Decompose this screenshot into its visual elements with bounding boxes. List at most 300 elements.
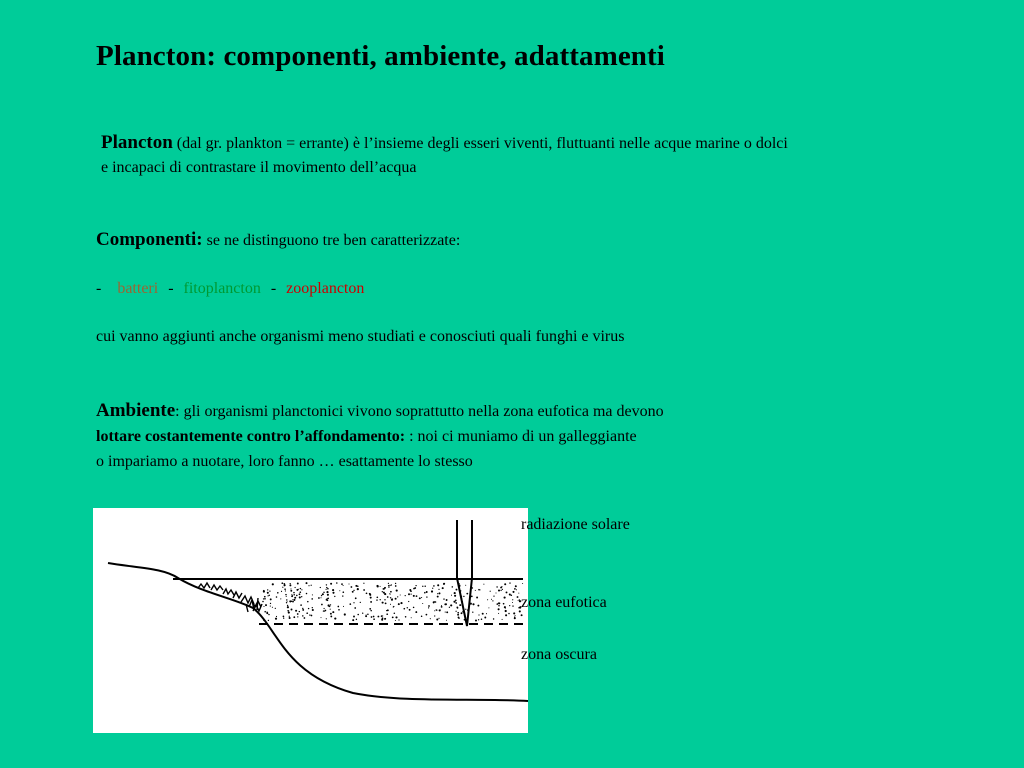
plankton-dot xyxy=(518,593,519,594)
plankton-dot xyxy=(390,594,391,595)
plankton-dot xyxy=(327,588,329,590)
plankton-dot xyxy=(312,594,313,595)
plankton-dot xyxy=(502,589,503,590)
plankton-dot xyxy=(456,589,458,591)
plankton-dot xyxy=(343,585,344,586)
environment-line-2 xyxy=(96,428,637,446)
plankton-dot xyxy=(380,586,381,587)
plankton-dot xyxy=(327,594,329,596)
plankton-dot xyxy=(284,588,286,590)
environment-line-3: o impariamo a nuotare, loro fanno … esattamente lo stesso xyxy=(96,453,473,470)
plankton-dot xyxy=(330,615,332,617)
plankton-dot xyxy=(380,599,381,600)
plankton-dot xyxy=(432,588,433,589)
plankton-dot xyxy=(455,599,457,601)
plankton-dot xyxy=(357,614,359,616)
plankton-dot xyxy=(454,592,456,594)
plankton-dot xyxy=(409,609,411,611)
plankton-dot xyxy=(300,604,302,606)
components-text: se ne distinguono tre ben caratterizzate: xyxy=(202,232,461,249)
plankton-dot xyxy=(496,586,497,587)
definition-text: (dal gr. plankton = errante) è l’insieme degli esseri viventi, fluttuanti nelle acque marine o dolci xyxy=(172,135,788,152)
plankton-dot xyxy=(518,600,519,601)
plankton-dot xyxy=(330,609,331,610)
definition-term: Plancton xyxy=(101,132,173,153)
plankton-dot xyxy=(370,610,372,612)
plankton-dot xyxy=(466,593,468,595)
plankton-dot xyxy=(272,607,273,608)
plankton-dot xyxy=(478,614,479,615)
plankton-dot xyxy=(426,596,427,597)
plankton-dot xyxy=(328,604,330,606)
plankton-dot xyxy=(517,596,519,598)
plankton-dot xyxy=(439,609,441,611)
plankton-dot xyxy=(434,615,435,616)
plankton-dot xyxy=(395,583,396,584)
plankton-dot xyxy=(295,610,297,612)
plankton-dot xyxy=(437,584,439,586)
plankton-dot xyxy=(291,594,292,595)
plankton-dot xyxy=(382,615,383,616)
plankton-dot xyxy=(292,601,294,603)
plankton-dot xyxy=(326,587,327,588)
plankton-dot xyxy=(409,589,411,591)
plankton-dot xyxy=(387,596,389,598)
plankton-dot xyxy=(356,619,357,620)
plankton-dot xyxy=(521,614,523,616)
plankton-dot xyxy=(413,607,415,609)
plankton-dot xyxy=(302,615,304,617)
plankton-dot xyxy=(515,585,517,587)
plankton-dot xyxy=(365,615,367,617)
plankton-dot xyxy=(382,591,383,592)
plankton-dot xyxy=(400,594,401,595)
plankton-dot xyxy=(390,597,391,598)
plankton-dot xyxy=(264,596,266,598)
plankton-dot xyxy=(277,592,279,594)
plankton-dot xyxy=(505,614,507,616)
plankton-dot xyxy=(408,601,409,602)
plankton-dot xyxy=(508,613,510,615)
plankton-dot xyxy=(292,599,293,600)
plankton-dot xyxy=(498,605,499,606)
plankton-dot xyxy=(290,583,291,584)
plankton-dot xyxy=(326,589,327,590)
plankton-dot xyxy=(290,590,292,592)
plankton-dot xyxy=(388,583,389,584)
plankton-dot xyxy=(376,585,378,587)
plankton-dot xyxy=(269,595,270,596)
plankton-dot xyxy=(465,609,466,610)
plankton-dot xyxy=(390,591,392,593)
plankton-dot xyxy=(362,613,363,614)
plankton-dot xyxy=(413,595,415,597)
plankton-dot xyxy=(289,617,291,619)
plankton-dot xyxy=(287,606,289,608)
plankton-dot xyxy=(498,589,500,591)
plankton-dot xyxy=(334,618,336,620)
plankton-dot xyxy=(478,619,479,620)
plankton-dot xyxy=(304,617,306,619)
plankton-dot xyxy=(301,596,302,597)
plankton-dot xyxy=(395,616,397,618)
plankton-dot xyxy=(332,589,334,591)
plankton-dot xyxy=(306,612,308,614)
plankton-dot xyxy=(288,612,290,614)
plankton-dot xyxy=(282,587,283,588)
plankton-dot xyxy=(416,595,418,597)
plankton-dot xyxy=(490,591,491,592)
plankton-dot xyxy=(324,608,325,609)
components-heading: Componenti xyxy=(96,229,197,250)
plankton-dot xyxy=(388,585,389,586)
plankton-dot xyxy=(422,586,423,587)
plankton-dot xyxy=(518,607,520,609)
plankton-dot xyxy=(436,609,438,611)
plankton-dot xyxy=(283,616,285,618)
plankton-dot xyxy=(455,611,456,612)
plankton-dot xyxy=(326,598,327,599)
plankton-dot xyxy=(433,585,435,587)
plankton-dot xyxy=(377,616,379,618)
plankton-dot xyxy=(393,606,394,607)
plankton-dot xyxy=(350,586,352,588)
plankton-dot xyxy=(398,619,399,620)
plankton-dot xyxy=(422,603,423,604)
plankton-dot xyxy=(387,609,389,611)
plankton-dot xyxy=(424,592,426,594)
plankton-dot xyxy=(435,601,437,603)
plankton-dot xyxy=(475,620,477,622)
plankton-dot xyxy=(291,595,293,597)
plankton-dot xyxy=(321,604,323,606)
plankton-dot xyxy=(496,603,498,605)
plankton-dot xyxy=(312,609,314,611)
plankton-dot xyxy=(371,616,373,618)
euphotic-plankton-dots xyxy=(262,582,523,621)
plankton-dot xyxy=(396,590,398,592)
plankton-dot xyxy=(437,596,439,598)
plankton-dot xyxy=(322,594,323,595)
plankton-dot xyxy=(421,615,423,617)
definition-line-1 xyxy=(101,131,788,156)
plankton-dot xyxy=(302,608,303,609)
plankton-dot xyxy=(421,597,422,598)
plankton-dot xyxy=(267,592,269,594)
plankton-dot xyxy=(443,583,445,585)
plankton-dot xyxy=(397,596,398,597)
plankton-dot xyxy=(451,595,452,596)
plankton-dot xyxy=(426,614,428,616)
plankton-dot xyxy=(457,607,459,609)
definition-paragraph xyxy=(101,131,788,180)
plankton-dot xyxy=(407,607,408,608)
plankton-dot xyxy=(352,619,354,621)
plankton-dot xyxy=(516,589,517,590)
plankton-dot xyxy=(390,604,391,605)
plankton-dot xyxy=(484,617,486,619)
plankton-dot xyxy=(327,599,329,601)
plankton-dot xyxy=(348,583,349,584)
plankton-dot xyxy=(457,614,459,616)
plankton-dot xyxy=(320,597,321,598)
plankton-dot xyxy=(384,599,385,600)
plankton-dot xyxy=(263,606,264,607)
component-phytoplankton: fitoplancton xyxy=(183,280,261,297)
plankton-dot xyxy=(398,603,400,605)
plankton-dot xyxy=(320,587,321,588)
plankton-dot xyxy=(498,613,499,614)
plankton-dot xyxy=(413,588,415,590)
plankton-dot xyxy=(339,590,340,591)
environment-bold-text: lottare costantemente contro l’affondamento: xyxy=(96,428,406,445)
plankton-dot xyxy=(326,618,327,619)
plankton-dot xyxy=(491,599,492,600)
plankton-dot xyxy=(338,609,340,611)
plankton-dot xyxy=(391,584,392,585)
plankton-dot xyxy=(450,604,452,606)
plankton-dot xyxy=(415,585,416,586)
plankton-dot xyxy=(309,614,310,615)
plankton-dot xyxy=(266,612,268,614)
plankton-dot xyxy=(332,592,334,594)
plankton-dot xyxy=(389,585,390,586)
plankton-dot xyxy=(286,596,287,597)
plankton-dot xyxy=(344,613,346,615)
plankton-dot xyxy=(471,596,473,598)
plankton-dot xyxy=(415,611,417,613)
plankton-dot xyxy=(454,595,456,597)
plankton-dot xyxy=(343,606,344,607)
plankton-dot xyxy=(311,598,313,600)
plankton-dot xyxy=(297,613,299,615)
plankton-dot xyxy=(383,588,385,590)
plankton-dot xyxy=(376,599,377,600)
plankton-dot xyxy=(302,609,304,611)
plankton-dot xyxy=(395,620,396,621)
plankton-dot xyxy=(475,590,476,591)
plankton-dot xyxy=(281,582,283,584)
plankton-dot xyxy=(405,616,407,618)
plankton-dot xyxy=(342,591,344,593)
plankton-dot xyxy=(349,603,351,605)
plankton-dot xyxy=(465,585,466,586)
plankton-dot xyxy=(323,592,324,593)
plankton-dot xyxy=(439,592,441,594)
plankton-dot xyxy=(455,602,457,604)
plankton-dot xyxy=(332,611,334,613)
plankton-dot xyxy=(438,589,439,590)
plankton-dot xyxy=(503,603,505,605)
plankton-dot xyxy=(500,590,501,591)
plankton-dot xyxy=(270,603,271,604)
plankton-dot xyxy=(515,615,516,616)
plankton-dot xyxy=(446,620,447,621)
plankton-dot xyxy=(522,583,523,584)
plankton-dot xyxy=(363,583,364,584)
plankton-dot xyxy=(353,590,354,591)
plankton-dot xyxy=(265,604,267,606)
plankton-dot xyxy=(270,606,271,607)
plankton-dot xyxy=(285,594,287,596)
plankton-dot xyxy=(492,600,493,601)
plankton-dot xyxy=(506,591,508,593)
plankton-dot xyxy=(285,590,286,591)
plankton-dot xyxy=(287,601,288,602)
plankton-dot xyxy=(330,604,331,605)
plankton-dot xyxy=(463,596,464,597)
plankton-dot xyxy=(438,618,439,619)
plankton-dot xyxy=(512,599,513,600)
plankton-dot xyxy=(342,595,343,596)
plankton-dot xyxy=(297,583,299,585)
components-list xyxy=(96,280,364,298)
plankton-dot xyxy=(453,601,455,603)
plankton-dot xyxy=(445,612,446,613)
plankton-dot xyxy=(481,618,482,619)
plankton-dot xyxy=(299,611,300,612)
plankton-dot xyxy=(391,599,393,601)
plankton-dot xyxy=(443,598,444,599)
plankton-dot xyxy=(513,612,515,614)
plankton-dot xyxy=(366,592,368,594)
plankton-dot xyxy=(512,591,514,593)
plankton-dot xyxy=(369,608,371,610)
plankton-dot xyxy=(408,593,410,595)
plankton-dot xyxy=(459,604,461,606)
plankton-dot xyxy=(276,616,277,617)
plankton-dot xyxy=(400,602,402,604)
plankton-dot xyxy=(446,599,448,601)
plankton-dot xyxy=(321,595,322,596)
plankton-dot xyxy=(294,597,296,599)
plankton-dot xyxy=(472,603,474,605)
plankton-dot xyxy=(514,588,516,590)
plankton-dot xyxy=(419,597,421,599)
plankton-dot xyxy=(267,589,268,590)
plankton-dot xyxy=(284,584,286,586)
plankton-dot xyxy=(512,605,513,606)
plankton-dot xyxy=(268,614,269,615)
plankton-dot xyxy=(505,610,507,612)
plankton-dot xyxy=(299,591,301,593)
plankton-dot xyxy=(394,613,396,615)
label-solar-radiation: radiazione solare xyxy=(521,516,630,533)
plankton-dot xyxy=(353,602,354,603)
plankton-dot xyxy=(487,599,488,600)
plankton-dot xyxy=(307,601,309,603)
plankton-dot xyxy=(289,600,291,602)
component-zooplankton: zooplancton xyxy=(286,280,365,297)
plankton-dot xyxy=(293,592,295,594)
seabed-line xyxy=(108,563,528,701)
plankton-dot xyxy=(483,584,484,585)
list-separator: - xyxy=(168,280,174,297)
plankton-dot xyxy=(509,582,510,583)
definition-line-2: e incapaci di contrastare il movimento dell’acqua xyxy=(101,159,417,176)
plankton-dot xyxy=(289,616,290,617)
plankton-dot xyxy=(509,605,510,606)
plankton-dot xyxy=(444,603,446,605)
plankton-dot xyxy=(403,608,405,610)
plankton-dot xyxy=(308,585,309,586)
plankton-dot xyxy=(498,608,500,610)
plankton-dot xyxy=(457,612,459,614)
plankton-dot xyxy=(411,594,412,595)
plankton-dot xyxy=(395,598,397,600)
plankton-dot xyxy=(370,601,372,603)
components-line xyxy=(96,229,460,251)
plankton-dot xyxy=(476,597,478,599)
page-title: Plancton: componenti, ambiente, adattamenti xyxy=(96,40,665,72)
plankton-dot xyxy=(264,598,266,600)
plankton-dot xyxy=(357,588,359,590)
plankton-dot xyxy=(268,620,269,621)
plankton-dot xyxy=(354,607,356,609)
plankton-dot xyxy=(287,605,288,606)
plankton-dot xyxy=(318,597,320,599)
plankton-dot xyxy=(428,605,430,607)
plankton-dot xyxy=(426,591,428,593)
plankton-dot xyxy=(321,617,322,618)
environment-heading: Ambiente xyxy=(96,400,176,421)
plankton-dot xyxy=(373,618,375,620)
plankton-dot xyxy=(434,610,435,611)
plankton-dot xyxy=(294,587,295,588)
plankton-dot xyxy=(293,616,295,618)
plankton-dot xyxy=(392,616,394,618)
plankton-dot xyxy=(299,596,301,598)
plankton-dot xyxy=(430,618,431,619)
plankton-dot xyxy=(275,618,277,620)
plankton-dot xyxy=(395,585,397,587)
label-dark-zone: zona oscura xyxy=(521,646,597,663)
plankton-dot xyxy=(341,583,343,585)
plankton-dot xyxy=(482,613,484,615)
plankton-dot xyxy=(276,596,278,598)
plankton-dot xyxy=(288,610,289,611)
plankton-dot xyxy=(446,611,448,613)
plankton-dot xyxy=(290,588,291,589)
plankton-dot xyxy=(289,584,291,586)
plankton-dot xyxy=(385,602,387,604)
plankton-dot xyxy=(299,593,301,595)
sunlight-probe xyxy=(457,520,472,626)
plankton-dot xyxy=(337,606,339,608)
plankton-dot xyxy=(263,591,265,593)
plankton-dot xyxy=(352,591,354,593)
plankton-dot xyxy=(306,593,308,595)
plankton-dot xyxy=(369,594,371,596)
plankton-dot xyxy=(433,601,435,603)
plankton-dot xyxy=(472,612,473,613)
plankton-dot xyxy=(306,582,308,584)
plankton-dot xyxy=(509,593,511,595)
list-separator: - xyxy=(270,280,277,297)
plankton-dot xyxy=(437,593,438,594)
components-extra: cui vanno aggiunti anche organismi meno studiati e conosciuti quali funghi e virus xyxy=(96,328,625,345)
list-prefix: - xyxy=(96,280,102,297)
plankton-dot xyxy=(323,610,324,611)
plankton-dot xyxy=(325,610,327,612)
plankton-dot xyxy=(442,587,444,589)
plankton-dot xyxy=(262,601,264,603)
plankton-dot xyxy=(424,586,425,587)
plankton-dot xyxy=(441,605,442,606)
plankton-dot xyxy=(452,586,454,588)
plankton-dot xyxy=(334,596,335,597)
plankton-dot xyxy=(479,589,480,590)
